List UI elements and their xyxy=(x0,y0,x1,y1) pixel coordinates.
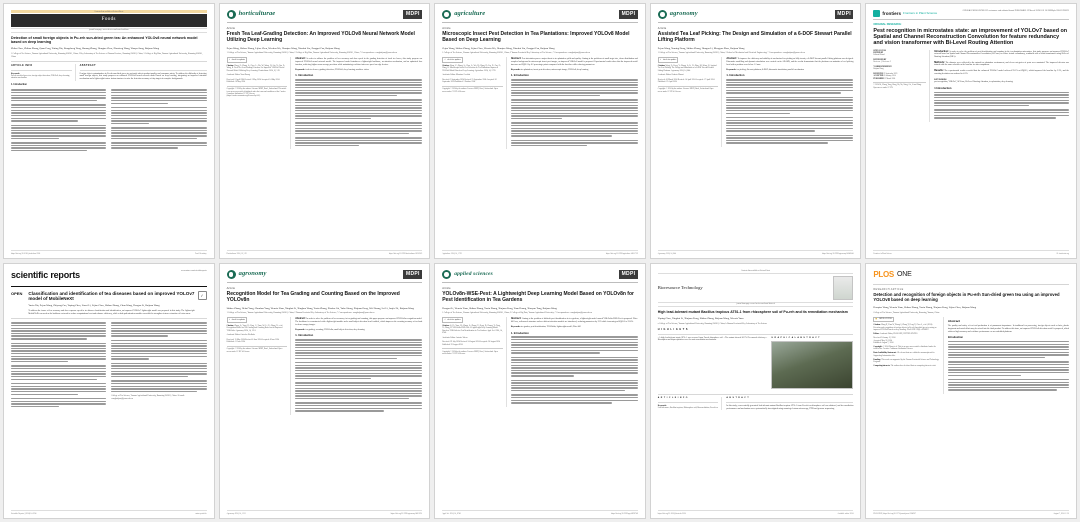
p2-footer xyxy=(227,250,423,255)
p8-footer-left: Appl. Sci. 2024, 14, 8748 xyxy=(442,512,461,515)
p4-authors: Zejun Wang, Yuming Dong, Shihao Zhang, Hongxu Li, Mengyao Zhao, Baijuan Wang xyxy=(657,46,745,50)
p3-columns xyxy=(442,57,638,149)
p3-updates-badge: ✓ check for updates xyxy=(444,58,461,61)
p1-authors: Zhibo Chen, Zhihan Zhang, Quan Peng, Yuting Xia, Rongsheng Yang, Shuang Zhang, Hongtao Chen, Zhenfeng Wang, Wanyu Jiang, Baijuan Wang xyxy=(11,47,159,51)
check-for-updates-icon: ✓ xyxy=(198,291,207,300)
p1-contents-bar: Contents lists available at ScienceDirect xyxy=(11,10,207,13)
p2-updates-badge: ✓ check for updates xyxy=(228,58,246,61)
p4-article-type: Article xyxy=(657,27,667,30)
open-lock-icon: 🔓 xyxy=(875,318,878,321)
p3-article-type: Article xyxy=(442,27,451,30)
p1-abstract-col xyxy=(80,64,207,81)
p2-academic-editor: Academic Editor: Yuan Huang xyxy=(226,74,250,77)
p4-section-1: 1. Introduction xyxy=(726,74,745,78)
p9-keywords: Lead tolerance; Bacillus tropicus; Rhizosphere soil; Bioremediation; Pu-erh tea xyxy=(657,407,718,410)
p10-abstract-label: Abstract xyxy=(947,318,961,323)
p3-footer xyxy=(442,250,638,255)
p10-abstract: The quality and safety of tea food production is of paramount importance. In traditional tea processing, foreign objects such as hairs, plastic fragments and metal debris may be mixed into the final product. To address this issue, an improved YOLOv8 detection model is proposed, which achieves high accuracy and real-time performance on an embedded platform. xyxy=(947,325,1069,333)
p8-copyright: Copyright: © 2024 by the authors. Licensee MDPI, Basel, Switzerland. Open access under CC BY 4.0 license. xyxy=(442,348,503,355)
p8-footer xyxy=(442,510,638,515)
p4-side-col xyxy=(658,57,723,146)
p9-keywords-label: Keywords: xyxy=(657,405,667,408)
p10-open-access-badge: 🔓 OPEN ACCESS xyxy=(875,318,892,321)
p2-title: Fresh Tea Leaf-Grading Detection: An Improved YOLOv8 Neural Network Model Utilizing Deep Learning xyxy=(226,30,415,43)
p7-footer-right: https://doi.org/10.3390/agronomy14061251 xyxy=(390,512,423,515)
p4-footer xyxy=(658,250,854,255)
p2-affiliations: 1 College of Tea Science, Yunnan Agricultural University, Kunming 650201, China; 2 College of Big Data, Yunnan Agricultural University, Kunming 650201, China; * Correspondence: wangbaijuan@ynau.edu.cn xyxy=(226,52,398,55)
p9-info-col xyxy=(658,397,723,411)
p8-footer-right: https://doi.org/10.3390/app14198748 xyxy=(611,512,638,515)
p4-abstract-label: Abstract: xyxy=(726,57,737,61)
p5-main-col xyxy=(934,50,1069,122)
journal-logo-icon xyxy=(227,10,236,19)
p1-title: Detection of small foreign objects in Pu-erh sun-dried green tea: An enhanced YOLOv8 neural network model based on deep learning xyxy=(11,35,198,45)
frontiers-logo-icon xyxy=(873,10,880,17)
p1-abstract: Foreign object contamination in Pu-erh sun-dried green tea seriously affects product quality and consumer safety. To address the difficulty of detecting small foreign objects, this study proposes an enhanced YOLOv8 neural network model based on deep learning, integrating an improved attention mechanism and a lightweight feature fusion structure to raise the detection accuracy of tiny targets in complex backgrounds. xyxy=(79,72,207,80)
p7-journal-name: agronomy xyxy=(238,270,267,278)
p3-dates: Received: 3 September 2024 Revised: 25 September 2024 Accepted: 30 September 2024 Published: 2 October 2024 xyxy=(442,78,497,84)
p4-header xyxy=(658,10,854,23)
p7-side-col xyxy=(227,317,292,414)
p10-section-1: Introduction xyxy=(947,336,964,340)
p4-citation: Wang, Z.; Dong, Y.; Zhang, S.; Li, H.; Zhao, M.; Wang, B. Assisted Tea Leaf Picking: The Design and Simulation of a 6-DOF Stewart Parallel Lifting Platform. Agronomy 2024, 14, 844. xyxy=(657,64,717,72)
p2-keywords: fresh tea leaves; grading detection; YOLOv8; deep learning; machine vision xyxy=(305,68,369,71)
p2-journal-name: horticulturae xyxy=(238,10,276,18)
paper-card-6[interactable] xyxy=(3,263,215,519)
p2-dates: Received: 8 April 2024 Revised: 2 May 2024 Accepted: 14 May 2024 Published: 16 May 2024 xyxy=(226,78,280,84)
p7-academic-editor: Academic Editor: Gniewko Niedbała xyxy=(226,334,255,337)
p8-abstract: Aiming at the problem of difficult pest identification in tea gardens, a lightweight model named YOLOv8n-WSE-Pest is proposed. Wise-IoU loss, a slim-neck structure and an efficient attention module are introduced, reducing parameters by 23% while increasing mAP@0.5 to 91.6%. xyxy=(510,318,638,324)
p9-contents-line: Contents lists available at ScienceDirect xyxy=(658,270,854,274)
paper-card-7[interactable] xyxy=(219,263,431,519)
p3-keywords: tea plantation; insect pest detection; microscopic image; YOLOv8; deep learning xyxy=(521,68,589,71)
p7-footer xyxy=(227,510,423,515)
p10-received: Received: February 12, 2024 xyxy=(873,337,896,340)
p7-citation: Zhang, S.; Yang, H.; Yang, C.; Yuan, W.; Li, X.; Wang, X.; et al. Recognition Model for Tea Grading and Counting Based on the Improved YOLOv8n. Agronomy 2024, 14, 1251. xyxy=(226,324,283,332)
p9-abstract: In this study, a successfully generated lead-tolerant mutant Bacillus tropicus AT51-1 from Pu-erh tea rhizosphere soil was obtained, and its remediation performance and mechanism were systematically investigated using scanning electron microscopy, FTIR and genome sequencing. xyxy=(726,405,854,410)
journal-logo-icon xyxy=(658,10,667,19)
p10-editor: Academic Editor, PLOS ONE, UNITED STATES xyxy=(879,333,918,336)
p6-abstract: To address the issues of low accuracy and slow response speed in tea disease classification and identification, an improved YOLOv7 lightweight model was proposed in this study. The lightweight MobileNeXt was used as the backbone network to reduce computational cost and enhance efficiency, while a dual-path attention module was added to strengthen feature extraction of lesion areas. xyxy=(28,310,195,315)
p4-footer-right: https://doi.org/10.3390/agronomy14040844 xyxy=(821,252,854,255)
p7-header xyxy=(227,270,423,283)
p8-columns xyxy=(442,317,638,406)
p1-info-label: ARTICLE INFO xyxy=(11,63,33,67)
p9-highlights-label: H I G H L I G H T S xyxy=(657,328,688,332)
p8-dates: Received: 29 July 2024 Revised: 24 August 2024 Accepted: 26 August 2024 Published: 29 August 2024 xyxy=(442,341,501,346)
p3-main-col xyxy=(511,57,638,149)
paper-card-9[interactable] xyxy=(650,263,862,519)
p2-columns xyxy=(227,57,423,149)
p9-homepage: journal homepage: www.elsevier.com/locate/biortech xyxy=(658,302,854,307)
p8-publisher-badge: MDPI xyxy=(619,270,638,278)
p8-article-type: Article xyxy=(442,287,451,290)
p5-footer-right: 01 frontiersin.org xyxy=(1056,252,1069,255)
p8-section-1: 1. Introduction xyxy=(510,331,529,335)
paper-card-8[interactable] xyxy=(434,263,646,519)
p4-columns xyxy=(658,57,854,146)
p8-academic-editor: Academic Editor: Antonio Valero xyxy=(442,336,468,339)
plos-logo-icon: PLOS xyxy=(873,270,894,279)
p5-methods-label: Methods: xyxy=(934,60,945,64)
p9-footer-right: Available online 2024 xyxy=(837,512,854,515)
p4-footer-left: Agronomy 2024, 14, 844 xyxy=(657,252,676,255)
p2-main-col xyxy=(295,57,422,149)
p10-footer-right: August 7, 2024 1 / 20 xyxy=(1053,512,1069,515)
p4-abstract: To improve the efficiency and stability of mechanized tea picking on hilly terrain, a 6-DOF Stewart parallel lifting platform was designed. Kinematic modelling and dynamic simulation were carried out in ADAMS, and the results demonstrate that the platform can maintain a level picking head with a position error below 1.2 mm. xyxy=(726,58,854,66)
p10-main-col xyxy=(948,317,1069,394)
p8-abstract-label: Abstract: xyxy=(510,317,522,321)
p7-publisher-badge: MDPI xyxy=(403,270,422,278)
p6-header-meta: www.nature.com/scientificreports xyxy=(180,270,207,272)
p7-citation-label: Citation: xyxy=(226,324,234,327)
p2-header xyxy=(227,10,423,23)
p9-footer xyxy=(658,510,854,515)
p7-affiliations: 1 College of Tea Science, Yunnan Agricultural University, Kunming 650201, China; 2 Yunnan Provincial Key Laboratory of Tea Science; * Correspondence: wangbaijuan@ynau.edu.cn xyxy=(226,312,375,315)
p9-graphical-abstract-image xyxy=(771,341,853,389)
p10-copyright: © 2024 Wang et al. This is an open access article distributed under the terms of the Creative Commons Attribution License. xyxy=(873,346,937,351)
p10-editor-label: Editor: xyxy=(873,333,880,336)
p10-accepted: Accepted: May 20, 2024 xyxy=(873,339,893,342)
journal-logo-icon xyxy=(227,270,236,279)
p4-main-col xyxy=(726,57,853,146)
p6-authors: Yuxin Xia, Zejun Wang, Zhiyong Cao, Yaping Chen, Limei Li, Lijiao Chen, Shihao Zhang, Chun Wang, Hongxu Li, Baijuan Wang xyxy=(28,304,160,308)
p10-title: Detection and recognition of foreign objects in Pu-erh Sun-dried green tea using an improved YOLOv8 based on deep learning xyxy=(873,292,1060,302)
p8-header xyxy=(442,270,638,283)
p6-journal-name: scientific reports xyxy=(11,270,80,280)
p10-authors: Houqiao Wang, Wenxia Yuan, Shihao Zhang, Yuxin Zhang, Xiujuan Deng, Lijiao Chen, Baijuan Wang xyxy=(873,305,976,309)
p7-article-type: Article xyxy=(226,287,236,290)
p9-abstract-row xyxy=(658,397,854,411)
p9-title: High lead-tolerant mutant Bacillus tropicus AT51-1 from rhizosphere soil of Pu-erh and its remediation mechanism xyxy=(657,310,848,315)
journal-logo-icon xyxy=(442,10,451,19)
p8-keywords: tea garden; pest identification; YOLOv8n; lightweight model; Wise-IoU xyxy=(521,325,582,328)
p9-journal-cover xyxy=(833,276,853,300)
p2-section-1: 1. Introduction xyxy=(295,74,314,78)
p10-journal-name: ONE xyxy=(896,270,912,278)
p1-homepage: journal homepage: www.elsevier.com/locate/foodchem xyxy=(11,28,207,33)
p4-copyright: Copyright: © 2024 by the authors. Licensee MDPI, Basel, Switzerland. Open access under CC BY 4.0 license. xyxy=(658,86,719,93)
p1-masthead xyxy=(11,10,207,33)
p10-columns xyxy=(873,317,1069,394)
p5-publisher: frontiers xyxy=(882,10,902,16)
p3-footer-left: Agriculture 2024, 14, 1739 xyxy=(442,252,462,255)
p10-citation-label: Citation: xyxy=(873,324,881,327)
p4-affiliations: 1 College of Tea Science, Yunnan Agricultural University, Kunming 650201, China; 2 School of Mechanical and Electrical Engineering; * Correspondence: wangbaijuan@ynau.edu.cn xyxy=(657,52,805,55)
p2-article-type: Article xyxy=(226,27,236,30)
p8-citation: Li, H.; Yuan, W.; Zhang, S.; Zhang, Y.; Deng, X.; Huang, Y.; Tang, X.; Wang, B. YOLOv8n-WSE-Pest: A Lightweight Deep Learning Model Based on YOLOv8n for Pest Identification in Tea Gardens. Appl. Sci. 2024, 14, 8748. xyxy=(442,324,503,335)
p7-columns xyxy=(227,317,423,414)
p2-citation: Wang, Z.; Zhang, S.; Chen, L.; Wu, W.; Wang, H.; Liu, X.; Fan, Z.; Wang, B. Fresh Tea Leaf-Grading Detection: An Improved YOLOv8 Neural Network Model Utilizing Deep Learning. Horticulturae 2024, 10, 519. xyxy=(226,64,286,72)
p7-dates: Received: 15 May 2024 Revised: 6 June 2024 Accepted: 8 June 2024 Published: 11 June 2024 xyxy=(226,338,280,344)
journal-logo-icon xyxy=(442,270,451,279)
p3-authors: Zejun Wang, Shihao Zhang, Lijiao Chen, Wenxia Wu, Houqiao Wang, Xiaohui Liu, Zongpei Fan, Baijuan Wang xyxy=(442,46,555,50)
p3-journal-name: agriculture xyxy=(454,10,486,18)
p1-columns xyxy=(11,64,207,81)
p10-side-col xyxy=(873,317,944,394)
check-icon: ✓ xyxy=(228,58,231,61)
p6-footer xyxy=(11,510,207,515)
p6-open-badge: OPEN xyxy=(11,290,23,296)
p2-side-col xyxy=(227,57,292,149)
p1-section-1: 1. Introduction xyxy=(11,83,27,86)
p6-body xyxy=(11,321,207,410)
p2-keywords-label: Keywords: xyxy=(295,68,305,71)
p5-copyright: © 2024 He, Zhang, Yang, Wang, Hu, Xu, Wang, Cai, Li and Wang. Open-access under CC BY. xyxy=(873,82,926,89)
p9-highlights: • A high lead-tolerant strain AT51-1 was screened from Pu-erh rhizosphere soil. • The mutant showed 86.7% Pb removal efficiency. • Biosorption and bioprecipitation were the main remediation mechanisms. xyxy=(657,336,768,342)
p5-keywords: pest recognition, YOLOv7, SCConv, Bi-Level Routing Attention, tea plantation, deep learning xyxy=(934,81,1013,84)
p1-abstract-label: ABSTRACT xyxy=(79,63,96,67)
paper-card-3[interactable] xyxy=(434,3,646,259)
p5-meta: OPEN ACCESS EDITED BY reviewers and editorial board PUBLISHED 12 March 2024 DOI 10.3389/fpls.2024.1299821 xyxy=(962,10,1069,12)
p1-footer-left: https://doi.org/10.1016/j.foodchem.2024 xyxy=(11,252,41,255)
p10-affiliations: College of Tea Science, Yunnan Agricultural University, Kunming, Yunnan, China xyxy=(873,311,940,314)
p10-funding-label: Funding: xyxy=(873,358,881,361)
p3-section-1: 1. Introduction xyxy=(510,74,529,78)
p5-article-type: ORIGINAL RESEARCH xyxy=(873,23,902,26)
p10-data-label: Data Availability Statement: xyxy=(873,352,897,355)
p4-publisher-badge: MDPI xyxy=(835,10,854,18)
p7-title: Recognition Model for Tea Grading and Counting Based on the Improved YOLOv8n xyxy=(226,290,400,303)
p3-affiliations: 1 College of Tea Science, Yunnan Agricultural University, Kunming 650201, China; 2 Yunnan Provincial Key Laboratory of Tea Science; * Correspondence: wangbaijuan@ynau.edu.cn xyxy=(442,52,591,55)
p5-side-meta: OPEN ACCESS EDITED BY Editorial Board REVIEWED BY Reviewer 1, Reviewer 2 *CORRESPONDENCE Baijuan Wang RECEIVED 23 September 2023 ACCEPTED 15 January 2024 PUBLISHED 12 March 2024 xyxy=(873,49,898,80)
p8-citation-label: Citation: xyxy=(442,324,450,327)
check-icon: ✓ xyxy=(228,318,231,321)
p8-keywords-label: Keywords: xyxy=(510,325,521,328)
p3-academic-editor: Academic Editor: Massimo Cecchini xyxy=(442,74,471,77)
p6-footer-left: Scientific Reports | (2024) 14:1234 xyxy=(11,512,37,515)
p2-abstract: In order to address the problem of low accuracy and slow speed in the grading detection of fresh tea leaves, this study proposes an improved YOLOv8 neural network model. The improved model introduces a lightweight backbone, an attention mechanism, and an optimized loss function, achieving higher mean average precision while maintaining real-time inference speed on edge devices. xyxy=(295,58,423,66)
p3-abstract: Pest infestation poses a major threat to tea plantation yield and quality. Aiming at the problems of small target size, dense distribution and complex background in microscopic insect pest images, an improved YOLOv8 model is proposed. Experimental results show that the improved model increases mAP@0.5 by 6.2 percentage points compared with the baseline while reducing parameters. xyxy=(510,58,638,66)
p2-publisher-badge: MDPI xyxy=(403,10,422,18)
p2-footer-left: Horticulturae 2024, 10, 519 xyxy=(226,252,247,255)
p5-keywords-label: KEYWORDS xyxy=(934,78,947,81)
p4-updates-badge: ✓ check for updates xyxy=(659,58,677,61)
p5-methods: The datasets were collected in the natural tea plantation environment, and eleven categories of pests were annotated. The improved detector was trained with the same schedule as the baseline for fair comparison. xyxy=(934,61,1069,67)
p10-data: All relevant data are within the manuscript and its Supporting Information files. xyxy=(873,352,935,357)
p4-citation-label: Citation: xyxy=(657,64,666,67)
p8-journal-name: applied sciences xyxy=(454,270,493,277)
p6-rule xyxy=(11,286,207,287)
p3-citation-label: Citation: xyxy=(442,64,450,67)
p8-updates-badge: ✓ check for updates xyxy=(444,318,461,321)
paper-card-1[interactable] xyxy=(3,3,215,259)
p5-title: Pest recognition in microstates state: an improvement of YOLOv7 based on Spatial and Channel Reconstruction Convolution for feature redundancy and vision transformer with Bi-Level Routing Attention xyxy=(873,27,1068,47)
p5-section-1: 1 Introduction xyxy=(934,86,952,90)
p4-journal-name: agronomy xyxy=(669,10,698,18)
p9-info-label: A R T I C L E I N F O xyxy=(657,396,688,399)
p3-publisher-badge: MDPI xyxy=(619,10,638,18)
check-icon: ✓ xyxy=(659,58,662,61)
p1-keywords-label: Keywords: xyxy=(11,72,20,75)
p7-copyright: Copyright: © 2024 by the authors. Licensee MDPI, Basel, Switzerland. Open access under CC BY 4.0 license. xyxy=(227,346,288,353)
p9-authors: Yaping Chen, Xinghui Li, Xiujuan Deng, Shihao Zhang, Baijuan Wang, Wenxia Yuan xyxy=(657,317,744,321)
p3-citation: Wang, Z.; Zhang, S.; Chen, L.; Wu, W.; Wang, H.; Liu, X.; Fan, Z.; Wang, B. Microscopic Insect Pest Detection in Tea Plantations: Improved YOLOv8 Model Based on Deep Learning. Agriculture 2024, 14, 1739. xyxy=(442,64,501,72)
p2-authors: Zejun Wang, Shihao Zhang, Lijiao Chen, Wendou Wu, Houqiao Wang, Xiaohui Liu, Zongpei Fan, Baijuan Wang xyxy=(226,46,340,50)
p9-footer-left: https://doi.org/10.1016/j.biortech.2024 xyxy=(657,512,686,515)
p8-affiliations: 1 College of Tea Science, Yunnan Agricultural University, Kunming 650201, China; 2 College of Big Data, Yunnan Agricultural University; * Correspondence: wangbaijuan@ynau.edu.cn xyxy=(442,312,593,315)
p2-abstract-label: Abstract: xyxy=(295,57,306,61)
p9-journal-banner xyxy=(658,274,854,302)
p6-affiliations: College of Tea Science, Yunnan Agricultural University, Kunming 650201, China. ✉ email: wangbaijuan@ynau.edu.cn xyxy=(111,395,185,400)
p1-journal-name: Foods xyxy=(101,17,116,23)
p3-side-col xyxy=(442,57,507,149)
p7-footer-left: Agronomy 2024, 14, 1251 xyxy=(226,512,246,515)
p3-title: Microscopic Insect Pest Detection in Tea Plantations: Improved YOLOv8 Model Based on Deep Learning xyxy=(442,30,630,43)
p7-keywords-label: Keywords: xyxy=(295,328,305,331)
p1-divider xyxy=(11,61,207,62)
p7-updates-badge: ✓ check for updates xyxy=(228,318,246,321)
p5-side-col xyxy=(873,50,930,122)
p8-authors: Hongrui Li, Wenxia Yuan, Shihao Zhang, Yuxin Zhang, Xiujuan Deng, Yuan Huang, Xiaoyan Tang, Baijuan Wang xyxy=(442,306,557,310)
p3-abstract-label: Abstract: xyxy=(510,57,522,61)
p1-body xyxy=(11,88,207,154)
p3-footer-right: https://doi.org/10.3390/agriculture14101739 xyxy=(605,252,638,255)
p10-footer xyxy=(873,510,1069,515)
p9-affiliations: a College of Tea Science, Yunnan Agricultural University, Kunming 650201, China; b Yunnan Provincial Key Laboratory of Tea Science xyxy=(657,322,768,325)
p6-footer-right: nature portfolio xyxy=(195,512,207,515)
p9-graphical-label: G R A P H I C A L A B S T R A C T xyxy=(771,336,821,339)
p5-results-label: Results: xyxy=(934,69,944,73)
p1-journal-banner xyxy=(11,14,207,26)
p3-header xyxy=(442,10,638,23)
p5-footer xyxy=(873,250,1069,255)
p4-dates: Received: 16 March 2024 Revised: 14 April 2024 Accepted: 17 April 2024 Published: 19 April 2024 xyxy=(657,78,715,84)
p4-keywords: tea picking; Stewart platform; 6-DOF; kinematic simulation; parallel mechanism xyxy=(736,68,804,71)
p1-affiliations: 1 College of Tea Science, Yunnan Agricultural University, Kunming 650201, China; 2 Key Laboratory of Tea Science of Yunnan Province, Kunming 650201, China; 3 College of Big Data, Yunnan Agricultural University, Kunming 650201, China xyxy=(11,53,203,58)
p10-footer-left: PLOS ONE | https://doi.org/10.1371/journal.pone.0304907 xyxy=(873,512,916,515)
p6-title-block xyxy=(11,291,207,316)
p9-masthead xyxy=(658,270,854,307)
check-icon: ✓ xyxy=(444,318,446,321)
p5-journal-name: Frontiers in Plant Science xyxy=(903,10,938,15)
p9-abstract-label: A B S T R A C T xyxy=(726,396,750,399)
check-icon: ✓ xyxy=(444,58,446,61)
p5-footer-left: Frontiers in Plant Science xyxy=(873,252,892,255)
p10-copyright-label: Copyright: xyxy=(873,346,883,348)
p7-abstract-label: Abstract: xyxy=(295,317,306,321)
paper-card-10[interactable] xyxy=(865,263,1077,519)
p1-footer xyxy=(11,250,207,255)
p1-keywords: Pu-erh sun-dried green tea; foreign object detection; YOLOv8; deep learning; attention mechanism xyxy=(11,74,70,80)
paper-card-2[interactable] xyxy=(219,3,431,259)
p5-intro: In order to solve the problem of pest identification and counting in the tea plantation microstates, this study proposes an improved YOLOv7 network based on Spatial and Channel Reconstruction Convolution (SCConv) to reduce feature redundancy, combined with a vision transformer using Bi-Level Routing Attention (BRA). xyxy=(934,50,1069,59)
p4-academic-editor: Academic Editor: Roberto Marani xyxy=(657,74,684,77)
p2-footer-right: https://doi.org/10.3390/horticulturae10050519 xyxy=(388,252,423,255)
p5-intro-label: Introduction: xyxy=(934,49,949,53)
p10-citation: Wang H, Yuan W, Zhang S, Zhang Y, Deng X, Chen L, et al. (2024) Detection and recognition of foreign objects in Pu-erh Sun-dried green tea using an improved YOLOv8 based on deep learning. PLoS ONE 19(8): e0304907. xyxy=(873,324,937,332)
p8-side-col xyxy=(442,317,507,406)
p4-keywords-label: Keywords: xyxy=(726,68,737,71)
p1-footer-right: Food Chemistry xyxy=(194,252,207,255)
p3-copyright: Copyright: © 2024 by the authors. Licensee MDPI, Basel, Switzerland. Open access under CC BY 4.0 license. xyxy=(442,86,503,93)
p10-header xyxy=(873,270,1069,280)
p9-highlights-row xyxy=(658,337,854,392)
p2-copyright: Copyright: © 2024 by the authors. Licensee MDPI, Basel, Switzerland. This article is an open access article distributed under the terms and conditions of the Creative Commons Attribution (CC BY) license (https://creativecommons.org/licenses/by/4.0/). xyxy=(227,86,288,98)
paper-card-5[interactable] xyxy=(865,3,1077,259)
p8-main-col xyxy=(511,317,638,406)
p9-abstract-col xyxy=(726,397,853,411)
p5-header xyxy=(873,10,1069,20)
p7-section-1: 1. Introduction xyxy=(295,334,314,338)
p3-keywords-label: Keywords: xyxy=(510,68,521,71)
p10-funding: This work was supported by the Yunnan Provincial Science and Technology Program. xyxy=(873,358,939,364)
p7-main-col xyxy=(295,317,422,414)
p6-title: Classification and identification of tea diseases based on improved YOLOv7 model of MobileNeXt xyxy=(28,290,195,301)
p9-journal-name: Bioresource Technology xyxy=(657,284,703,290)
p6-header xyxy=(11,270,207,282)
p1-info-col xyxy=(11,64,76,81)
p5-results: The experimental results revealed that the enhanced YOLOv7 model achieved 93.1% mAP@0.5, which improved the baseline by 3.3%, and the counting deviation was reduced to 4.2%. xyxy=(934,70,1070,75)
paper-card-4[interactable] xyxy=(650,3,862,259)
p4-title: Assisted Tea Leaf Picking: The Design and Simulation of a 6-DOF Stewart Parallel Lifting Platform xyxy=(657,30,852,43)
p10-published: Published: August 7, 2024 xyxy=(873,342,894,345)
p7-abstract: In order to solve the problem of low accuracy in tea grading and counting, this paper proposes an improved YOLOv8n recognition model. The backbone is reconstructed with a lightweight module and a small-object detection head is added, which improves the counting accuracy of tea buds in dense canopy images. xyxy=(295,318,423,326)
p7-authors: Shihao Zhang, Hekai Yang, Chunhua Yang, Wenxia Yuan, Xinghui Li, Xinghua Wang, Yuxin Zhang, Xiaobo Cai, Yubo Sheng, Xiujuan Deng, Wei Huang, Lei Li, Junjie He, Baijuan Wang xyxy=(226,306,414,310)
p2-citation-label: Citation: xyxy=(226,64,234,67)
p10-competing: The authors have declared that no competing interests exist. xyxy=(890,365,936,368)
p10-competing-label: Competing interests: xyxy=(873,365,891,368)
p7-keywords: tea grading; counting; YOLOv8n; small object detection; deep learning xyxy=(305,328,365,331)
p5-columns xyxy=(873,50,1069,122)
p10-article-type: RESEARCH ARTICLE xyxy=(873,287,904,291)
p8-title: YOLOv8n-WSE-Pest: A Lightweight Deep Learning Model Based on YOLOv8n for Pest Identification in Tea Gardens xyxy=(442,290,634,303)
